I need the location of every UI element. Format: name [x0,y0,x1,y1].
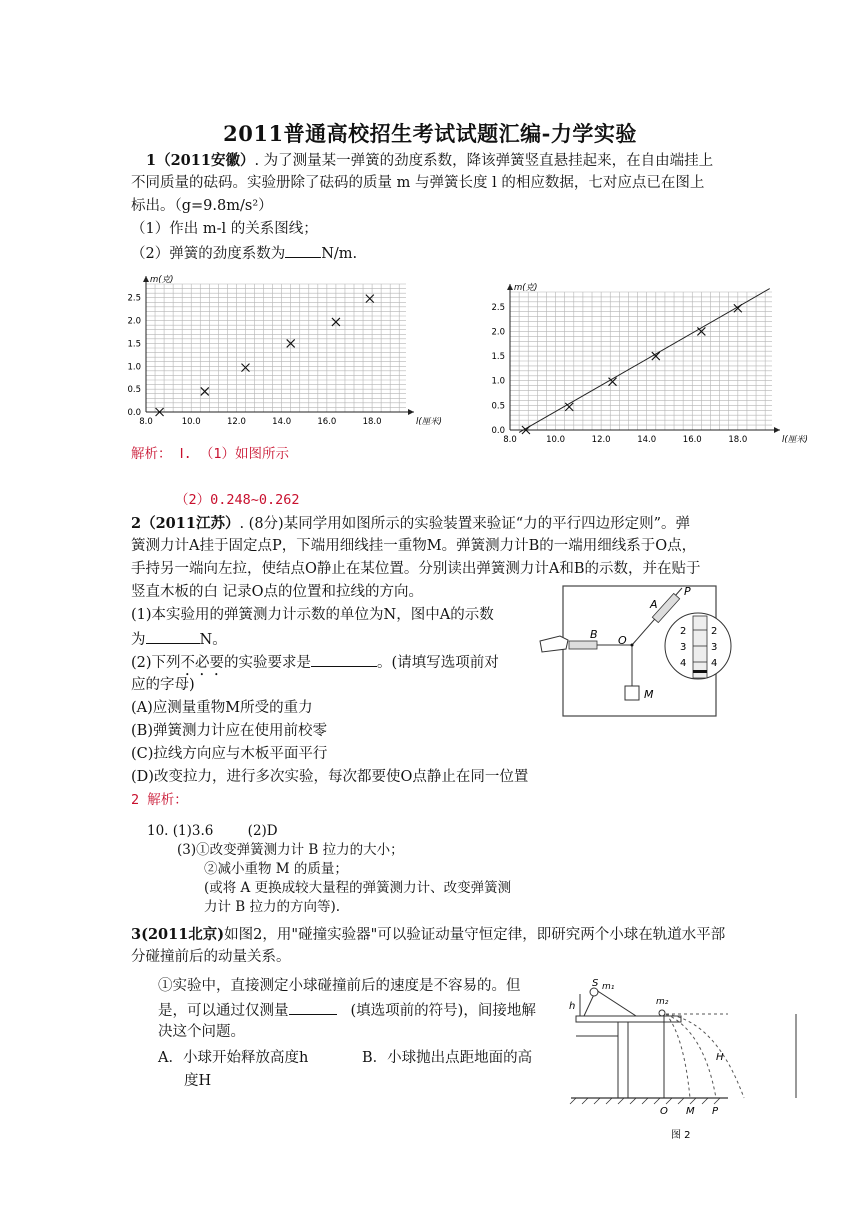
q2-option-b: (B)弹簧测力计应在使用前校零 [131,723,327,739]
label-big-h: H [716,1052,724,1063]
q3-line1: 3(2011北京)如图2，用"碰撞实验器"可以验证动量守恒定律，即研究两个小球在轨道水平部 [131,926,726,943]
q2-line1: 2（2011江苏）. (8分)某同学用如图所示的实验装置来验证“力的平行四边形定则”。弹 [131,515,691,532]
page-title: 2011普通高校招生考试试题汇编-力学实验 [223,121,637,146]
q2-p1b: 为 N。 [131,628,227,651]
scale-label-4-right: 4 [711,658,718,669]
q1-answer-line1: 解析： Ⅰ. （1）如图所示 [131,446,290,462]
label-p: P [712,1106,719,1117]
q1-number: 1 [146,152,157,169]
q2-answer-blank-2[interactable] [311,651,377,667]
label-a: A [650,598,658,611]
y-tick-label: 1.0 [491,376,505,387]
x-tick-label: 10.0 [181,417,201,427]
q2-line4: 竖直木板的白 记录O点的位置和拉线的方向。 [131,584,423,600]
table-leg [618,1022,628,1098]
y-tick-label: 2.0 [491,327,505,338]
x-tick-label: 14.0 [637,435,657,445]
y-axis-label: m(克) [514,283,538,293]
q1-answer-line2: （2）0.248~0.262 [175,492,300,508]
weight-m [625,686,639,700]
label-m: M [644,688,654,701]
q2-option-c: (C)拉线方向应与木板平面平行 [131,746,328,762]
q2-line2: 簧测力计A挂于固定点P，下端用细线挂一重物M。弹簧测力计B的一端用细线系于O点， [131,538,697,554]
q2-solution-line4: (或将 A 更换成较大量程的弹簧测力计、改变弹簧测 [204,880,512,896]
q3-p1b: 是，可以通过仅测量 (填选项前的符号)，间接地解 [158,999,536,1022]
q2-p1a: (1)本实验用的弹簧测力计示数的单位为N，图中A的示数 [131,607,494,623]
hand-icon [540,636,568,652]
q3-option-b-cont: 度H [184,1073,212,1089]
q2-answer-label: 2 解析： [131,792,188,808]
q3-option-a: A．小球开始释放高度h [158,1050,309,1066]
q2-p2-cont: 应的字母) [131,677,195,693]
x-tick-label: 16.0 [317,417,337,427]
scale-label-3-right: 3 [711,642,718,653]
y-tick-label: 0.0 [127,408,141,418]
label-o: O [618,634,627,647]
x-tick-label: 8.0 [503,435,517,445]
q1-source: （2011安徽） [156,152,255,169]
scale-label-2: 2 [680,626,687,637]
q2-solution-line5: 力计 B 拉力的方向等). [204,899,341,915]
q3-head: 3(2011北京) [131,926,225,943]
x-tick-label: 12.0 [226,417,246,427]
x-tick-label: 12.0 [591,435,611,445]
x-axis-label: l(厘米) [416,417,442,427]
q2-number: 2 [131,515,142,532]
spring-scale-b [569,641,597,649]
x-tick-label: 14.0 [272,417,292,427]
q1-line3: 标出。（g=9.8m/s²） [131,198,273,214]
q2-source: （2011江苏） [141,515,240,532]
label-s: S [592,978,599,989]
q2-solution [147,822,511,917]
q1-answer-blank[interactable] [285,242,321,258]
q2-apparatus-diagram [538,586,738,718]
y-axis-label: m(克) [150,275,174,285]
x-tick-label: 10.0 [546,435,566,445]
y-tick-label: 2.5 [127,293,141,304]
y-tick-label: 0.5 [491,401,505,412]
label-m2: m₂ [656,997,669,1007]
trajectory-m [666,1014,690,1098]
y-tick-label: 2.5 [491,302,505,313]
label-o: O [660,1106,668,1117]
scale-label-4: 4 [680,658,687,669]
y-axis-arrow [143,276,149,282]
q2-option-d: (D)改变拉力，进行多次实验，每次都要使O点静止在同一位置 [131,769,529,785]
ball-m1 [590,988,598,996]
label-m: M [686,1106,695,1117]
q2-solution-line2: (3)①改变弹簧测力计 B 拉力的大小； [177,842,404,858]
q1-part1: （1）作出 m-l 的关系图线； [131,221,318,237]
y-tick-label: 1.5 [127,339,141,350]
q2-p2: (2)下列不必要的实验要求是 。(请填写选项前对 [131,651,499,679]
q2-solution-line1: 10. (1)3.6 (2)D [147,823,278,839]
q2-answer-blank-1[interactable] [146,628,200,644]
q3-answer-blank[interactable] [289,999,337,1015]
y-tick-label: 0.5 [127,385,141,396]
x-tick-label: 8.0 [139,417,153,427]
x-axis-label: l(厘米) [782,435,808,445]
q1-part2: （2）弹簧的劲度系数为 N/m. [131,242,357,265]
label-h: h [569,1001,576,1012]
x-axis-arrow [774,427,780,433]
q1-line2: 不同质量的砝码。实验册除了砝码的质量 m 与弹簧长度 l 的相应数据，七对应点已在图上 [131,175,705,191]
scale-label-2-right: 2 [711,626,718,637]
q3-option-b: B．小球抛出点距地面的高 [362,1050,533,1066]
label-m1: m₁ [602,982,615,992]
q2-emphasis: 不必要 [180,655,225,671]
y-tick-label: 1.5 [491,352,505,363]
q3-collision-figure [566,976,728,1144]
y-tick-label: 1.0 [127,362,141,373]
figure-caption: 图 2 [671,1130,691,1141]
fit-line [519,289,770,433]
chart-1-scatter [127,270,442,435]
y-axis-arrow [507,284,513,290]
ground-hatch [570,1098,720,1104]
q3-line2: 分碰撞前后的动量关系。 [131,949,291,965]
y-tick-label: 2.0 [127,316,141,327]
y-tick-label: 0.0 [491,426,505,436]
x-tick-label: 16.0 [682,435,702,445]
x-axis-arrow [408,409,414,415]
label-b: B [590,628,598,641]
scale-label-3: 3 [680,642,687,653]
scale-ruler [693,616,707,678]
trajectory-n [666,1014,744,1098]
data-point [201,387,209,395]
q2-option-a: (A)应测量重物M所受的重力 [131,700,313,716]
scale-pointer [693,670,707,673]
q3-p1c: 决这个问题。 [158,1024,245,1040]
q1-line1: 1（2011安徽）. 为了测量某一弹簧的劲度系数，降该弹簧竖直悬挂起来，在自由端挂上 [146,152,714,169]
knot-o [631,644,634,647]
data-point [366,295,374,303]
q2-line3: 手持另一端向左拉，使结点O静止在某位置。分别读出弹簧测力计A和B的示数，并在贴于 [131,561,701,577]
x-tick-label: 18.0 [362,417,382,427]
x-tick-label: 18.0 [728,435,748,445]
label-p: P [684,585,691,598]
q2-solution-line3: ②减小重物 M 的质量； [204,861,348,877]
track-top [576,1016,681,1022]
chart-2-fitted-line [476,278,808,453]
ball-m2 [659,1010,665,1016]
q3-p1a: ①实验中，直接测定小球碰撞前后的速度是不容易的。但 [158,978,521,994]
